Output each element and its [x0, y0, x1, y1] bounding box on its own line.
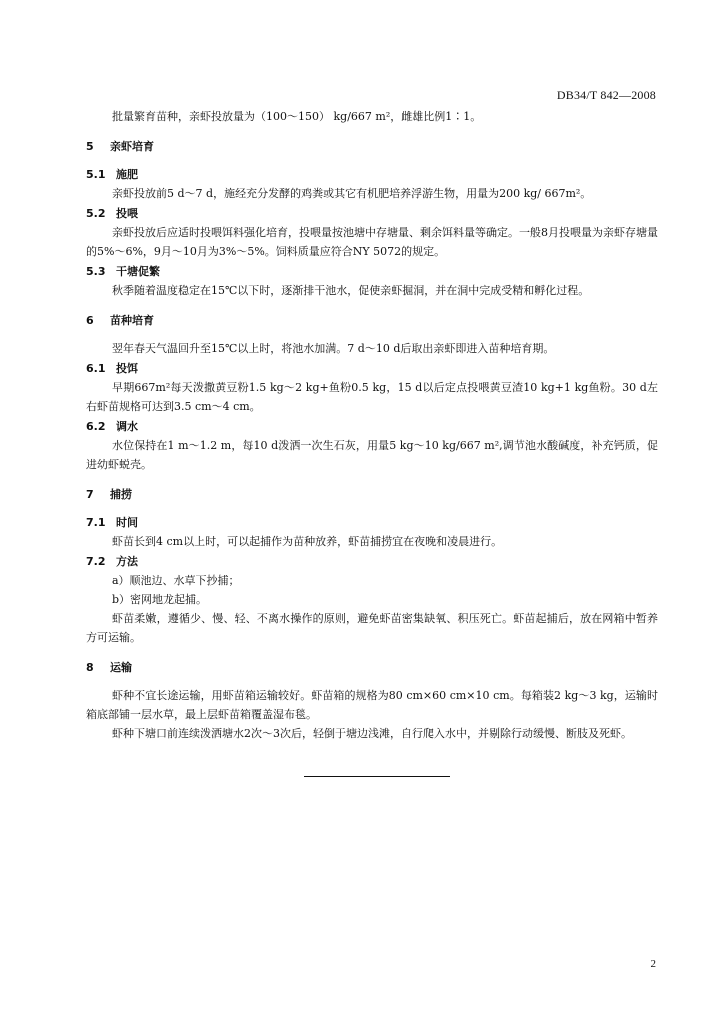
section-number: 7.1: [86, 516, 106, 529]
list-item-a: a）顺池边、水草下抄捕；: [112, 574, 240, 587]
section-title: 调水: [116, 420, 138, 433]
section-title: 施肥: [116, 168, 138, 181]
section-number: 6.2: [86, 420, 106, 433]
section-7-1-heading: [86, 513, 658, 532]
section-number: 8: [86, 661, 94, 674]
section-number: 7.2: [86, 555, 106, 568]
section-title: 干塘促繁: [116, 265, 160, 278]
section-7-2-heading: [86, 552, 658, 571]
section-number: 5.1: [86, 168, 106, 181]
section-number: 5.3: [86, 265, 106, 278]
section-title: 投饵: [116, 362, 138, 375]
section-number: 5: [86, 140, 94, 153]
section-6-1-heading: [86, 359, 658, 378]
section-8-heading: [86, 658, 658, 677]
intro-paragraph: 批量繁育苗种，亲虾投放量为（100～150） kg/667 m²，雌雄比例1∶1。: [112, 110, 482, 123]
section-title: 运输: [110, 661, 132, 674]
section-title: 时间: [116, 516, 138, 529]
section-6-heading: [86, 311, 658, 330]
section-5-2-heading: [86, 204, 658, 223]
end-of-document-rule: [304, 776, 450, 777]
section-title: 投喂: [116, 207, 138, 220]
section-8-text-1: 虾种不宜长途运输，用虾苗箱运输较好。虾苗箱的规格为80 cm×60 cm×10 cm。每箱装2 kg～3 kg，运输时箱底部铺一层水草，最上层虾苗箱覆盖湿布毯。: [86, 689, 658, 721]
section-number: 5.2: [86, 207, 106, 220]
section-6-text: 翌年春天气温回升至15℃以上时，将池水加满。7 d～10 d后取出亲虾即进入苗种培育期。: [112, 342, 555, 355]
section-5-1-heading: [86, 165, 658, 184]
section-title: 捕捞: [110, 488, 132, 501]
section-7-2-text: 虾苗柔嫩，遵循少、慢、轻、不离水操作的原则，避免虾苗密集缺氧、积压死亡。虾苗起捕后，放在网箱中暂养方可运输。: [86, 612, 658, 644]
section-5-2-text: 亲虾投放后应适时投喂饵料强化培育，投喂量按池塘中存塘量、剩余饵料量等确定。一般8月投喂量为亲虾存塘量的5%～6%，9月～10月为3%～5%。饲料质量应符合NY 5072的规定。: [86, 226, 658, 258]
section-5-heading: [86, 137, 658, 156]
section-5-3-heading: [86, 262, 658, 281]
section-number: 7: [86, 488, 94, 501]
list-item-b: b）密网地龙起捕。: [112, 593, 208, 606]
section-7-1-text: 虾苗长到4 cm以上时，可以起捕作为苗种放养，虾苗捕捞宜在夜晚和凌晨进行。: [112, 535, 503, 548]
section-7-heading: [86, 485, 658, 504]
section-5-3-text: 秋季随着温度稳定在15℃以下时，逐渐排干池水，促使亲虾掘洞，并在洞中完成受精和孵化过程。: [112, 284, 590, 297]
section-8-text-2: 虾种下塘口前连续泼洒塘水2次～3次后，轻倒于塘边浅滩，自行爬入水中，并剔除行动缓慢、断肢及死虾。: [112, 727, 632, 740]
section-title: 亲虾培育: [110, 140, 154, 153]
section-number: 6.1: [86, 362, 106, 375]
section-title: 方法: [116, 555, 138, 568]
section-6-2-text: 水位保持在1 m～1.2 m，每10 d泼洒一次生石灰，用量5 kg～10 kg/667 m²,调节池水酸碱度，补充钙质，促进幼虾蜕壳。: [86, 439, 658, 471]
page-number: 2: [650, 958, 656, 970]
section-title: 苗种培育: [110, 314, 154, 327]
document-body: [86, 107, 658, 743]
standard-code: DB34/T 842—2008: [556, 88, 656, 102]
section-6-2-heading: [86, 417, 658, 436]
section-6-1-text: 早期667m²每天泼撒黄豆粉1.5 kg～2 kg+鱼粉0.5 kg，15 d以后定点投喂黄豆渣10 kg+1 kg鱼粉。30 d左右虾苗规格可达到3.5 cm～4 cm。: [86, 381, 658, 413]
section-5-1-text: 亲虾投放前5 d～7 d，施经充分发酵的鸡粪或其它有机肥培养浮游生物，用量为200 kg/ 667m²。: [112, 187, 592, 200]
section-number: 6: [86, 314, 94, 327]
